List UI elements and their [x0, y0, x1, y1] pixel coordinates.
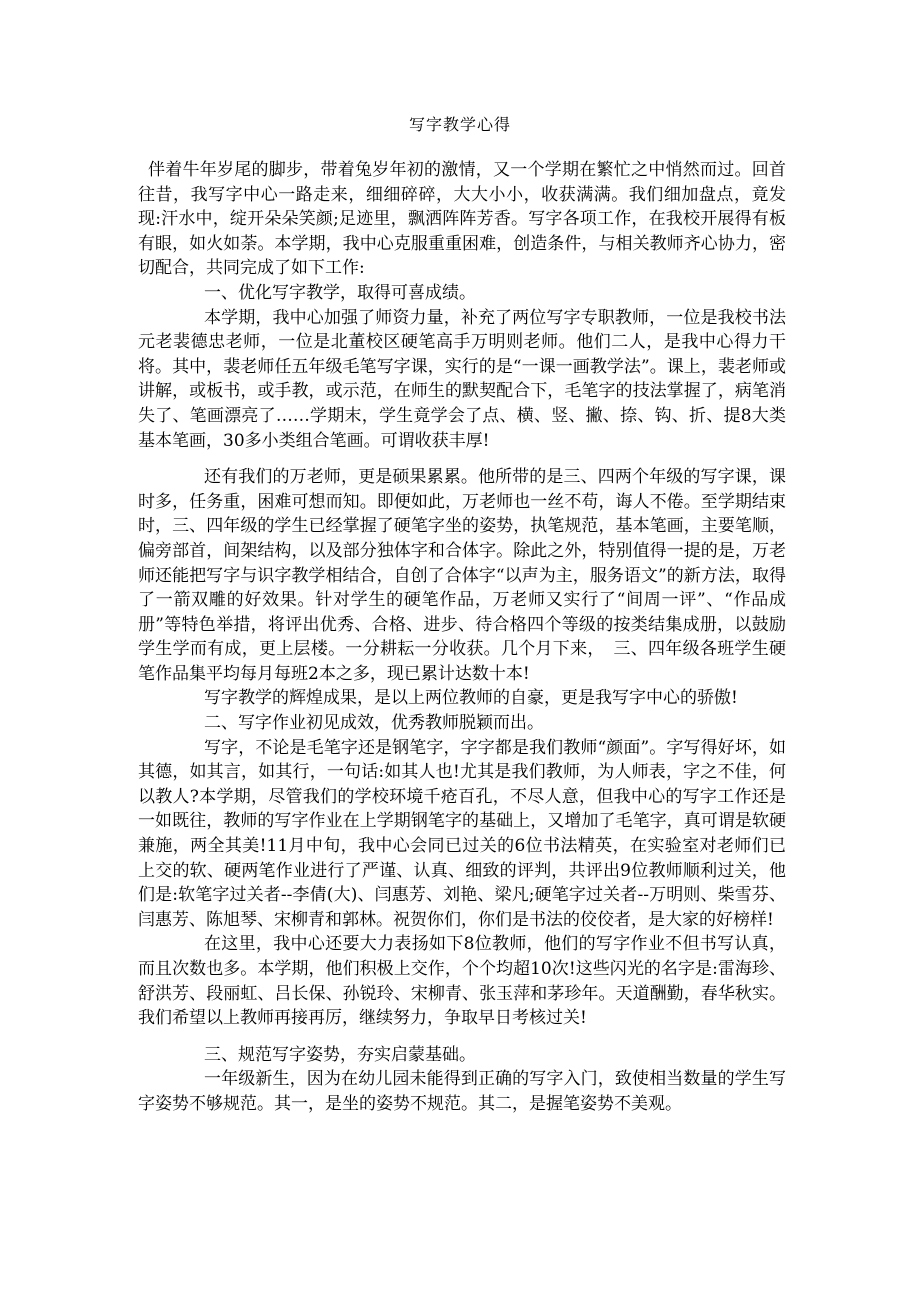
paragraph-praise-teachers: 在这里，我中心还要大力表扬如下8位教师，他们的写字作业不但书写认真，而且次数也多。本学期，他们积极上交作，个个均超10次!这些闪光的名字是:雷海珍、舒洪芳、段丽虹、吕长保、孙锐玲、宋柳青、张玉萍和茅珍年。天道酬勤，春华秋实。我们希望以上教师再接再厉，继续努力，争取早日考核过关! — [138, 934, 786, 1029]
document-body — [138, 158, 786, 1117]
paragraph-intro: 伴着牛年岁尾的脚步，带着兔岁年初的激情，又一个学期在繁忙之中悄然而过。回首往昔，我写字中心一路走来，细细碎碎，大大小小，收获满满。我们细加盘点，竟发现:汗水中，绽开朵朵笑颜;足迹里，飘洒阵阵芳香。写字各项工作，在我校开展得有板有眼，如火如荼。本学期，我中心克服重重困难，创造条件，与相关教师齐心协力，密切配合，共同完成了如下工作: — [138, 160, 786, 279]
paragraph-teacher-assessment: 写字，不论是毛笔字还是钢笔字，字字都是我们教师“颜面”。字写得好坏，如其德，如其言，如其行，一句话:如其人也!尤其是我们教师，为人师表，字之不佳，何以教人?本学期，尽管我们的学校环境千疮百孔，不尽人意，但我中心的写字工作还是一如既往，教师的写字作业在上学期钢笔字的基础上，又增加了毛笔字，真可谓是软硬兼施，两全其美!11月中旬，我中心会同已过关的6位书法精英，在实验室对老师们已上交的软、硬两笔作业进行了严谨、认真、细致的评判，共评出9位教师顺利过关，他们是:软笔字过关者--李倩(大)、闫惠芳、刘艳、梁凡;硬笔字过关者--万明则、柴雪芬、闫惠芳、陈旭琴、宋柳青和郭林。祝贺你们，你们是书法的佼佼者，是大家的好榜样! — [138, 737, 786, 930]
section-heading-1: 一、优化写字教学，取得可喜成绩。 — [204, 282, 476, 303]
document-title: 写字教学心得 — [408, 115, 511, 134]
paragraph-wan-teacher: 还有我们的万老师，更是硕果累累。他所带的是三、四两个年级的写字课，课时多，任务重，困难可想而知。即便如此，万老师也一丝不苟，诲人不倦。至学期结束时，三、四年级的学生已经掌握了硬笔字坐的姿势，执笔规范，基本笔画，主要笔顺，偏旁部首，间架结构，以及部分独体字和合体字。除此之外，特别值得一提的是，万老师还能把写字与识字教学相结合，自创了合体字“以声为主，服务语文”的新方法，取得了一箭双雕的好效果。针对学生的硬笔作品，万老师又实行了“间周一评”、“作品成册”等特色举措，将评出优秀、合格、进步、待合格四个等级的按类结集成册，以鼓励学生学而有成，更上层楼。一分耕耘一分收获。几个月下来， 三、四年级各班学生硬笔作品集平均每月每班2本之多，现已累计达数十本! — [138, 467, 786, 684]
paragraph-pei-teacher: 本学期，我中心加强了师资力量，补充了两位写字专职教师，一位是我校书法元老裴德忠老师，一位是北董校区硬笔高手万明则老师。他们二人，是我中心得力干将。其中，裴老师任五年级毛笔写字课，实行的是“一课一画教学法”。课上，裴老师或讲解，或板书，或手教，或示范，在师生的默契配合下，毛笔字的技法掌握了，病笔消失了、笔画漂亮了……学期末，学生竟学会了点、横、竖、撇、捺、钩、折、提8大类基本笔画，30多小类组合笔画。可谓收获丰厚! — [138, 307, 786, 451]
paragraph-achievement: 写字教学的辉煌成果，是以上两位教师的自豪，更是我写字中心的骄傲! — [204, 688, 738, 709]
section-heading-2: 二、写字作业初见成效，优秀教师脱颖而出。 — [204, 713, 544, 734]
paragraph-first-grade: 一年级新生，因为在幼儿园未能得到正确的写字入门，致使相当数量的学生写字姿势不够规范。其一，是坐的姿势不规范。其二，是握笔姿势不美观。 — [138, 1069, 786, 1114]
section-heading-3: 三、规范写字姿势，夯实启蒙基础。 — [204, 1044, 476, 1065]
